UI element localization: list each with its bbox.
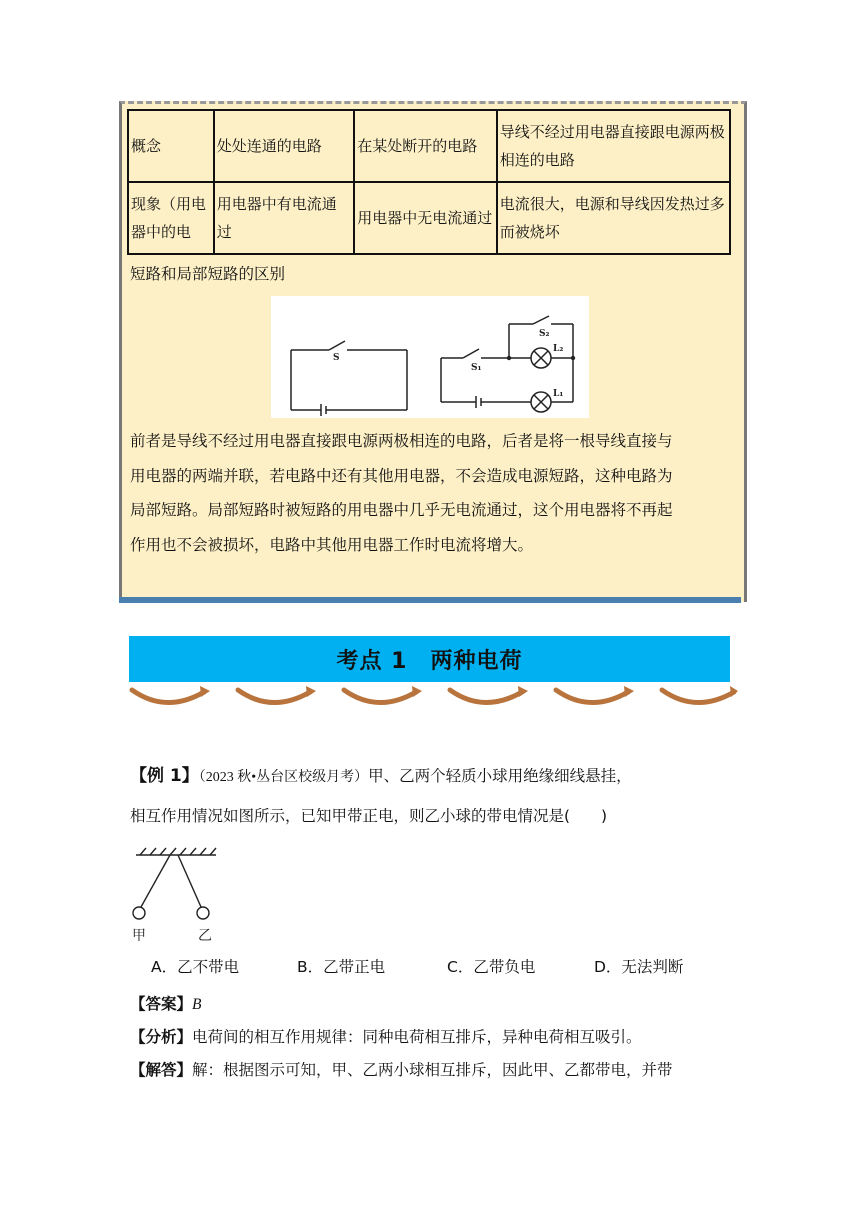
table-cell: 用电器中有电流通过	[214, 182, 355, 254]
label-l2: L₂	[553, 344, 564, 354]
table-row	[128, 182, 730, 254]
paragraph-line: 前者是导线不经过用电器直接跟电源两极相连的电路，后者是将一根导线直接与	[130, 432, 673, 450]
paragraph-line: 作用也不会被损坏，电路中其他用电器工作时电流将增大。	[130, 536, 534, 554]
circuit-diagram	[271, 296, 589, 418]
example-line-2: 相互作用情况如图所示，已知甲带正电，则乙小球的带电情况是( )	[130, 807, 608, 825]
ball-label-jia: 甲	[132, 928, 146, 944]
arc-icon	[662, 690, 734, 703]
arc-icon	[556, 690, 628, 703]
answer-tag: 【答案】	[130, 995, 193, 1013]
table-cell: 用电器中无电流通过	[354, 182, 497, 254]
table-cell: 电流很大，电源和导线因发热过多而被烧坏	[497, 182, 730, 254]
table-cell: 处处连通的电路	[214, 110, 355, 182]
label-l1: L₁	[553, 389, 564, 399]
analysis-tag: 【分析】	[130, 1028, 193, 1046]
solution-line	[130, 1055, 673, 1085]
section-banner	[129, 636, 730, 682]
answer-line	[130, 989, 201, 1020]
paragraph-line: 用电器的两端并联，若电路中还有其他用电器，不会造成电源短路，这种电路为	[130, 467, 673, 485]
label-s: S	[333, 353, 340, 363]
example-tag: 【例 1】	[130, 766, 199, 786]
example-line-1	[130, 761, 632, 793]
paragraph-line: 局部短路。局部短路时被短路的用电器中几乎无电流通过，这个用电器将不再起	[130, 501, 673, 519]
hanging-balls-diagram	[130, 845, 230, 945]
analysis-text: 电荷间的相互作用规律：同种电荷相互排斥，异种电荷相互吸引。	[192, 1028, 642, 1046]
example-text: 甲、乙两个轻质小球用绝缘细线悬挂，	[368, 767, 632, 785]
box-subtitle: 短路和局部短路的区别	[130, 265, 286, 283]
arc-icon	[344, 690, 416, 703]
table-cell: 概念	[128, 110, 214, 182]
option-b: B．乙带正电	[297, 958, 386, 976]
table-cell: 现象（用电器中的电	[128, 182, 214, 254]
answer-value: B	[192, 996, 202, 1013]
label-s2: S₂	[539, 329, 550, 339]
knowledge-box-border	[119, 597, 741, 603]
ball-label-yi: 乙	[198, 928, 212, 944]
decorative-arcs	[126, 684, 738, 712]
table-row	[128, 110, 730, 182]
solution-text: 解：根据图示可知，甲、乙两小球相互排斥，因此甲、乙都带电，并带	[192, 1061, 673, 1079]
option-d: D．无法判断	[594, 958, 684, 976]
banner-title: 考点 1 两种电荷	[336, 648, 523, 674]
analysis-line	[130, 1022, 642, 1052]
circuit-svg	[271, 296, 589, 418]
label-s1: S₁	[471, 363, 482, 373]
arc-icon	[132, 690, 204, 703]
option-a: A．乙不带电	[151, 958, 240, 976]
circuit-comparison-table	[127, 109, 731, 255]
arc-icon	[450, 690, 522, 703]
solution-tag: 【解答】	[130, 1061, 193, 1079]
example-source: （2023 秋•丛台区校级月考）	[198, 770, 369, 785]
table-cell: 导线不经过用电器直接跟电源两极相连的电路	[497, 110, 730, 182]
option-c: C．乙带负电	[447, 958, 536, 976]
arc-icon	[238, 690, 310, 703]
table-cell: 在某处断开的电路	[354, 110, 497, 182]
